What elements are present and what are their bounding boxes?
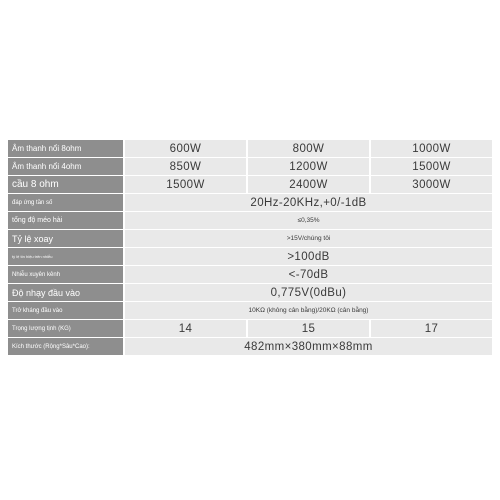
row-label: Độ nhạy đầu vào	[8, 284, 123, 301]
table-row	[8, 284, 492, 301]
table-row	[8, 158, 492, 175]
value-cell: 17	[371, 320, 492, 337]
row-label: Kích thước (Rộng*Sâu*Cao):	[8, 338, 123, 355]
value-cell: >15V/chúng tôi	[125, 230, 492, 247]
value-cell: 1500W	[371, 158, 492, 175]
row-label: đáp ứng tần số	[8, 194, 123, 211]
row-label: tổng độ méo hài	[8, 212, 123, 229]
value-cell: 1500W	[125, 176, 246, 193]
value-cell: 1200W	[248, 158, 369, 175]
table-row	[8, 140, 492, 157]
row-label: cầu 8 ohm	[8, 176, 123, 193]
row-label: Âm thanh nổi 4ohm	[8, 158, 123, 175]
value-cell: 482mm×380mm×88mm	[125, 338, 492, 355]
value-cell: 0,775V(0dBu)	[125, 284, 492, 301]
value-cell: 15	[248, 320, 369, 337]
table-row	[8, 338, 492, 355]
value-cell: >100dB	[125, 248, 492, 265]
table-row	[8, 230, 492, 247]
table-row	[8, 194, 492, 211]
table-row	[8, 176, 492, 193]
value-cell: 1000W	[371, 140, 492, 157]
value-cell: 3000W	[371, 176, 492, 193]
table-row	[8, 302, 492, 319]
value-cell: 600W	[125, 140, 246, 157]
spec-table	[8, 140, 492, 356]
row-label: tỷ lệ tín hiệu trên nhiễu	[8, 248, 123, 265]
row-label: Trọng lượng tịnh (KG)	[8, 320, 123, 337]
value-cell: 20Hz-20KHz,+0/-1dB	[125, 194, 492, 211]
value-cell: 2400W	[248, 176, 369, 193]
table-row	[8, 212, 492, 229]
value-cell: 10KΩ (không cân bằng)/20KΩ (cân bằng)	[125, 302, 492, 319]
row-label: Trở kháng đầu vào	[8, 302, 123, 319]
table-row	[8, 248, 492, 265]
row-label: Nhiễu xuyên kênh	[8, 266, 123, 283]
value-cell: ≤0,35%	[125, 212, 492, 229]
row-label: Âm thanh nổi 8ohm	[8, 140, 123, 157]
value-cell: <-70dB	[125, 266, 492, 283]
table-row	[8, 320, 492, 337]
value-cell: 850W	[125, 158, 246, 175]
table-row	[8, 266, 492, 283]
value-cell: 14	[125, 320, 246, 337]
row-label: Tỷ lệ xoay	[8, 230, 123, 247]
value-cell: 800W	[248, 140, 369, 157]
